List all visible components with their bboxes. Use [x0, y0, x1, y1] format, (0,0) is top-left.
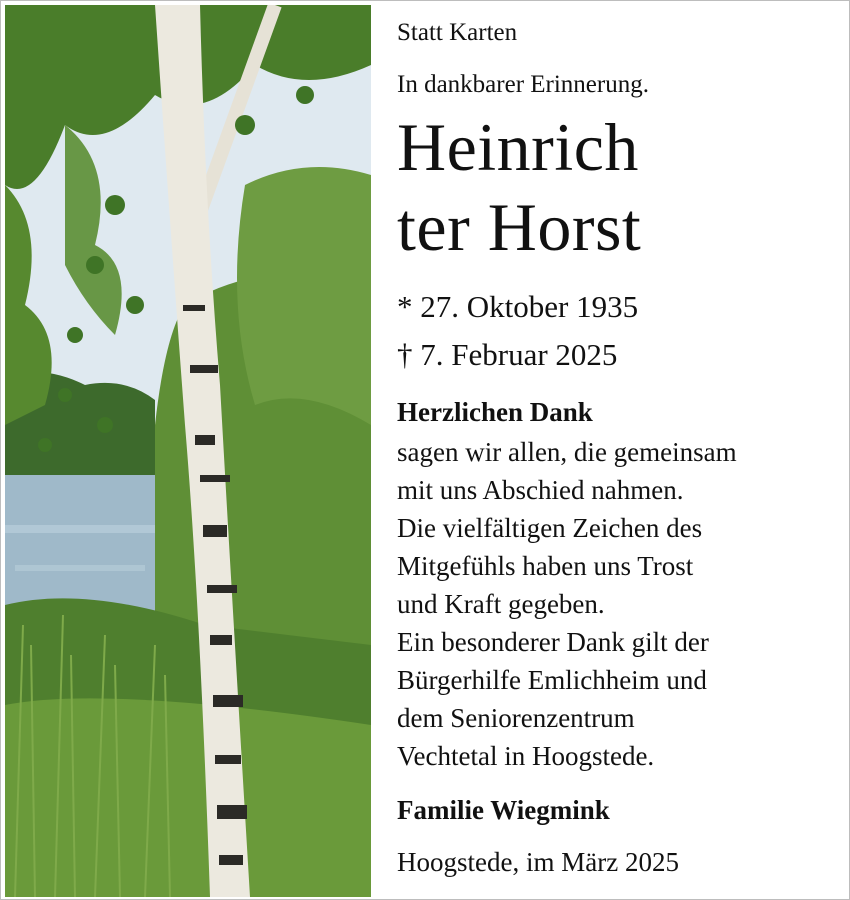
- birch-tree-illustration: [5, 5, 371, 897]
- message-line: Ein besonderer Dank gilt der: [397, 627, 709, 657]
- intro-text: In dankbarer Erinnerung.: [397, 71, 649, 98]
- message-line: sagen wir allen, die gemeinsam: [397, 437, 737, 467]
- message-line: mit uns Abschied nahmen.: [397, 475, 684, 505]
- message-line: und Kraft gegeben.: [397, 589, 605, 619]
- birch-tree-photo: [5, 5, 371, 897]
- family-signature: Familie Wiegmink: [397, 795, 610, 825]
- message-line: Die vielfältigen Zeichen des: [397, 513, 703, 543]
- message-line: Bürgerhilfe Emlichheim und: [397, 665, 707, 695]
- birth-date: * 27. Oktober 1935: [397, 289, 639, 324]
- deceased-first-name: Heinrich: [397, 109, 639, 185]
- thanks-heading: Herzlichen Dank: [397, 397, 593, 427]
- message-line: Vechtetal in Hoogstede.: [397, 741, 655, 771]
- header-text: Statt Karten: [397, 19, 518, 46]
- death-date: † 7. Februar 2025: [397, 337, 618, 372]
- message-line: dem Seniorenzentrum: [397, 703, 635, 733]
- place-and-date: Hoogstede, im März 2025: [397, 847, 679, 877]
- message-line: Mitgefühls haben uns Trost: [397, 551, 694, 581]
- deceased-last-name: ter Horst: [397, 189, 642, 265]
